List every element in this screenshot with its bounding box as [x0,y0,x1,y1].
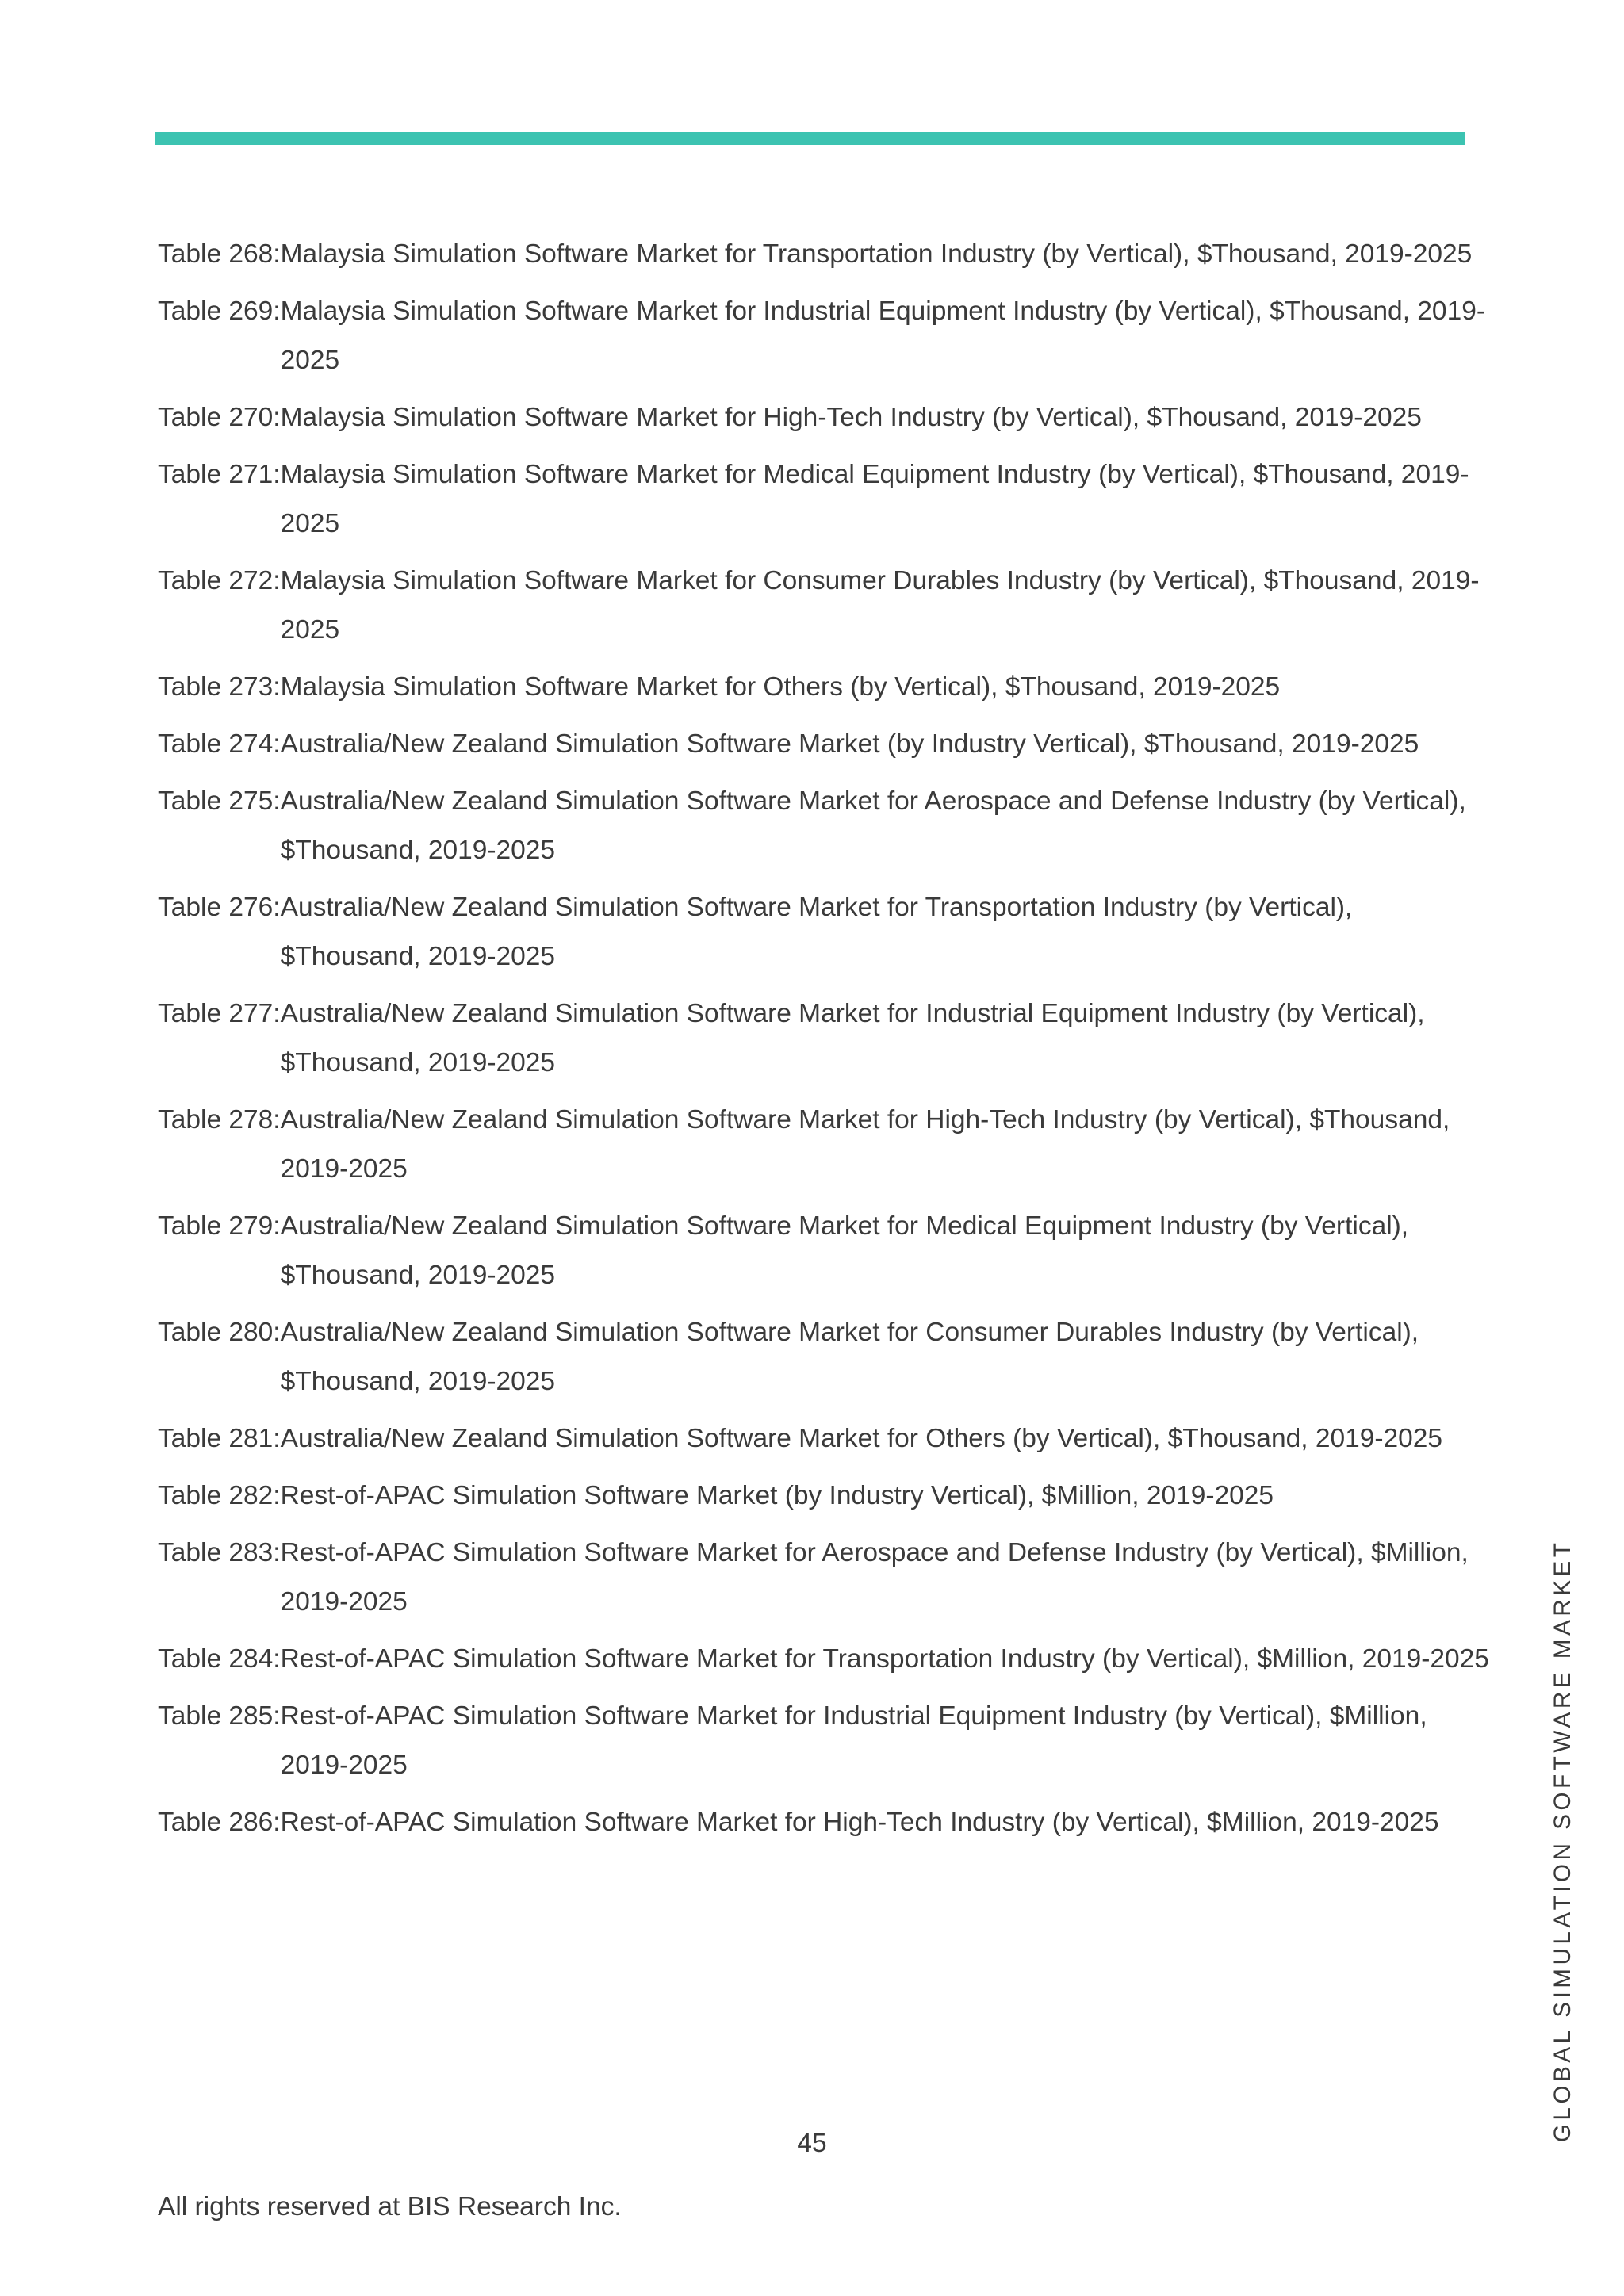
toc-entry-label: Table 284: [158,1644,281,1674]
toc-entry-label: Table 278: [158,1105,281,1135]
toc-entry-label: Table 283: [158,1538,281,1567]
toc-entry-title: Rest-of-APAC Simulation Software Market for Aerospace and Defense Industry (by Vertical), $Million, 2019-2025 [280,1538,1469,1617]
toc-entry [158,1308,1490,1406]
toc-entry [158,287,1490,385]
toc-entry [158,883,1490,982]
toc-entry [158,1635,1490,1684]
toc-entry-label: Table 273: [158,672,281,702]
toc-entry-title: Malaysia Simulation Software Market for Others (by Vertical), $Thousand, 2019-2025 [280,672,1281,702]
toc-entry-title: Malaysia Simulation Software Market for High-Tech Industry (by Vertical), $Thousand, 2019-2025 [280,403,1422,432]
toc-entry-label: Table 282: [158,1481,281,1510]
toc-entry [158,230,1490,279]
toc-entry-label: Table 271: [158,460,281,489]
toc-entry-label: Table 268: [158,239,281,269]
copyright-footer: All rights reserved at BIS Research Inc. [158,2192,622,2221]
toc-entry-label: Table 286: [158,1808,281,1837]
toc-entry [158,1202,1490,1300]
toc-entry-title: Rest-of-APAC Simulation Software Market for Transportation Industry (by Vertical), $Million, 2019-2025 [280,1644,1489,1674]
toc-entry [158,450,1490,549]
toc-entry-title: Malaysia Simulation Software Market for Transportation Industry (by Vertical), $Thousand, 2019-2025 [280,239,1473,269]
toc-entry-label: Table 277: [158,999,281,1028]
toc-entry-label: Table 280: [158,1318,281,1347]
toc-entry [158,720,1490,769]
toc-entry-title: Australia/New Zealand Simulation Software Market for High-Tech Industry (by Vertical), $Thousand, 2019-2025 [280,1105,1450,1184]
toc-entry-title: Australia/New Zealand Simulation Software Market for Transportation Industry (by Vertical), $Thousand, 2019-2025 [280,893,1353,971]
toc-entry [158,393,1490,442]
toc-entry [158,557,1490,655]
toc-entry [158,1692,1490,1790]
toc-entry-label: Table 270: [158,403,281,432]
toc-entry [158,1798,1490,1847]
header-accent-rule [155,132,1465,145]
toc-entry-title: Rest-of-APAC Simulation Software Market for Industrial Equipment Industry (by Vertical), $Million, 2019-2025 [280,1701,1427,1780]
toc-entry-title: Malaysia Simulation Software Market for Industrial Equipment Industry (by Vertical), $Thousand, 2019-2025 [280,297,1485,375]
toc-entry [158,1529,1490,1627]
side-report-title: GLOBAL SIMULATION SOFTWARE MARKET [1549,1539,1576,2142]
toc-entry-title: Australia/New Zealand Simulation Software Market for Medical Equipment Industry (by Vertical), $Thousand, 2019-2025 [280,1211,1409,1290]
list-of-tables [158,230,1490,1855]
toc-entry-label: Table 269: [158,297,281,326]
toc-entry-title: Australia/New Zealand Simulation Software Market (by Industry Vertical), $Thousand, 2019-2025 [280,729,1419,759]
toc-entry-title: Malaysia Simulation Software Market for Consumer Durables Industry (by Vertical), $Thousand, 2019-2025 [280,566,1480,645]
toc-entry [158,777,1490,875]
toc-entry-title: Australia/New Zealand Simulation Software Market for Aerospace and Defense Industry (by Vertical), $Thousand, 2019-2025 [280,786,1466,865]
toc-entry-title: Rest-of-APAC Simulation Software Market for High-Tech Industry (by Vertical), $Million, 2019-2025 [280,1808,1439,1837]
toc-entry [158,663,1490,712]
toc-entry [158,1471,1490,1521]
toc-entry-title: Australia/New Zealand Simulation Software Market for Others (by Vertical), $Thousand, 2019-2025 [280,1424,1443,1453]
toc-entry-title: Rest-of-APAC Simulation Software Market (by Industry Vertical), $Million, 2019-2025 [280,1481,1274,1510]
toc-entry-label: Table 281: [158,1424,281,1453]
toc-entry-title: Malaysia Simulation Software Market for Medical Equipment Industry (by Vertical), $Thousand, 2019-2025 [280,460,1469,538]
toc-entry-label: Table 275: [158,786,281,816]
toc-entry-label: Table 276: [158,893,281,922]
toc-entry [158,1096,1490,1194]
toc-entry-title: Australia/New Zealand Simulation Software Market for Industrial Equipment Industry (by Vertical), $Thousand, 2019-2025 [280,999,1425,1077]
page-number: 45 [797,2129,827,2158]
toc-entry-label: Table 272: [158,566,281,595]
toc-entry [158,989,1490,1088]
toc-entry-label: Table 274: [158,729,281,759]
toc-entry [158,1414,1490,1464]
toc-entry-label: Table 279: [158,1211,281,1241]
toc-entry-title: Australia/New Zealand Simulation Software Market for Consumer Durables Industry (by Vertical), $Thousand, 2019-2025 [280,1318,1419,1396]
toc-entry-label: Table 285: [158,1701,281,1731]
